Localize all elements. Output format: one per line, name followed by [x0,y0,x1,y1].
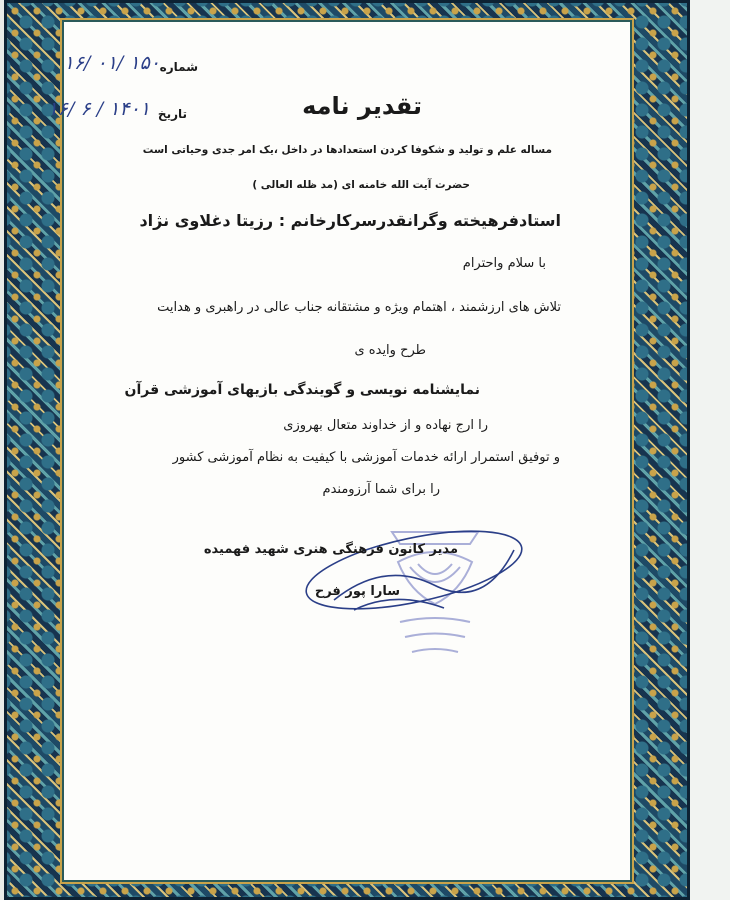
scan-edge [690,0,730,900]
greeting: با سلام واحترام [462,256,546,271]
number-label: شماره [159,60,198,74]
date-value: ۱۴۰۱ / ۶ /۱۶ [47,98,150,120]
signer-title: مدیر کانون فرهنگی هنری شهید فهمیده [203,542,458,557]
certificate-paper [47,22,630,880]
recipient-line: استادفرهیخته وگرانقدرسرکارخانم : رزیتا دغلاوی نژاد [139,211,561,230]
signer-name: سارا پور فرح [314,584,400,599]
closing-line-1: را ارج نهاده و از خداوند متعال بهروزی [283,418,488,433]
quote-author: حضرت آیت الله خامنه ای (مد ظله العالی ) [252,179,470,191]
date-label: تاریخ [157,107,187,121]
closing-line-2: و توفیق استمرار ارائه خدمات آموزشی با کیفیت به نظام آموزشی کشور [172,450,560,465]
closing-line-3: را برای شما آرزومندم [322,482,440,497]
body-line-2: طرح وایده ی [354,343,426,358]
certificate-title: تقدیر نامه [302,92,422,120]
leader-quote: مساله علم و تولید و شکوفا کردن استعدادها در داخل ،یک امر جدی وحیاتی است [142,144,552,156]
body-line-1: تلاش های ارزشمند ، اهتمام ویژه و مشتقانه جناب عالی در راهبری و هدایت [157,300,561,315]
project-subject: نمایشنامه نویسی و گویندگی بازیهای آموزشی قرآن [124,382,480,398]
number-value: ۱۵۰ /۰۱ /۱۶ [63,52,160,74]
